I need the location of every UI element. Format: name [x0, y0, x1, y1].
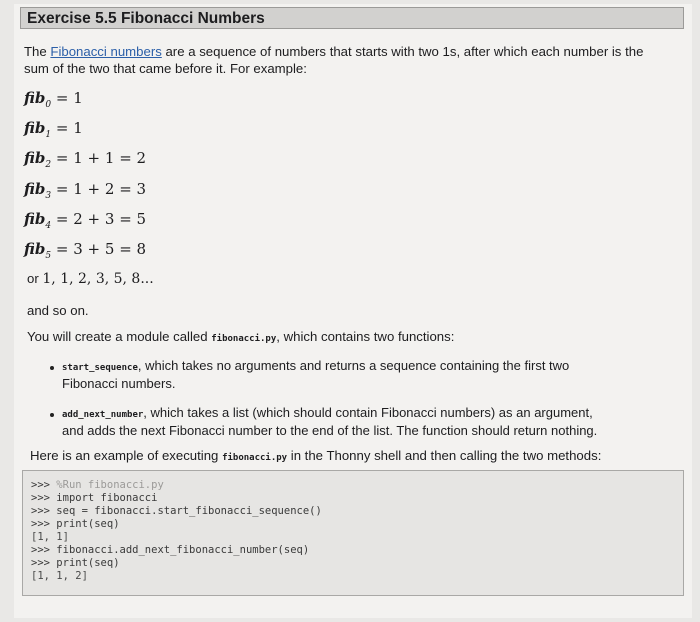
fibonacci-numbers-link[interactable]: Fibonacci numbers	[50, 44, 162, 59]
shell-output: [1, 1, 2]	[31, 570, 88, 582]
module-name-code: fibonacci.py	[211, 334, 277, 344]
shell-line: >>> fibonacci.add_next_fibonacci_number(seq)	[31, 544, 310, 556]
fib-line-0: fib$_0$ = 1	[24, 89, 83, 110]
fib-line-5: fib$_5$ = 3 + 5 = 8	[24, 240, 147, 261]
fib-line-2: fib$_2$ = 1 + 1 = 2	[24, 149, 147, 170]
exercise-page	[14, 4, 692, 618]
shell-line: >>> import fibonacci	[31, 492, 158, 504]
intro-paragraph	[24, 43, 664, 77]
exercise-title: Exercise 5.5 Fibonacci Numbers	[20, 7, 684, 29]
fib-line-1: fib$_1$ = 1	[24, 119, 83, 140]
intro-prefix: The	[24, 44, 51, 59]
sequence-line: or 1, 1, 2, 3, 5, 8...	[27, 271, 154, 287]
shell-line: >>> %Run fibonacci.py	[31, 479, 164, 491]
shell-line: >>> seq = fibonacci.start_fibonacci_sequence()	[31, 505, 322, 517]
example-module-code: fibonacci.py	[222, 453, 288, 463]
thonny-shell	[22, 470, 684, 596]
add-next-number-code: add_next_number	[62, 410, 144, 420]
module-description: You will create a module called fibonacci.py, which contains two functions:	[27, 329, 455, 344]
bullet-icon	[50, 366, 54, 370]
start-sequence-code: start_sequence	[62, 363, 138, 373]
shell-output: [1, 1]	[31, 531, 69, 543]
and-so-on-text: and so on.	[27, 303, 89, 318]
fib-line-3: fib$_3$ = 1 + 2 = 3	[24, 180, 147, 201]
bullet-icon	[50, 413, 54, 417]
shell-line: >>> print(seq)	[31, 518, 120, 530]
shell-line: >>> print(seq)	[31, 557, 120, 569]
example-description: Here is an example of executing fibonacci.py in the Thonny shell and then calling the two methods:	[30, 448, 602, 463]
fib-line-4: fib$_4$ = 2 + 3 = 5	[24, 210, 147, 231]
bullet-add-next-number: add_next_number, which takes a list (which should contain Fibonacci numbers) as an argument, and adds the next Fibonacci number to the end of the list. The function should return nothing.	[62, 405, 598, 438]
intro-suffix: are a sequence of numbers that starts with two 1s, after which each number is the sum of the two that came before it. For example:	[24, 44, 644, 76]
bullet-start-sequence: start_sequence, which takes no arguments and returns a sequence containing the first two Fibonacci numbers.	[62, 358, 570, 391]
